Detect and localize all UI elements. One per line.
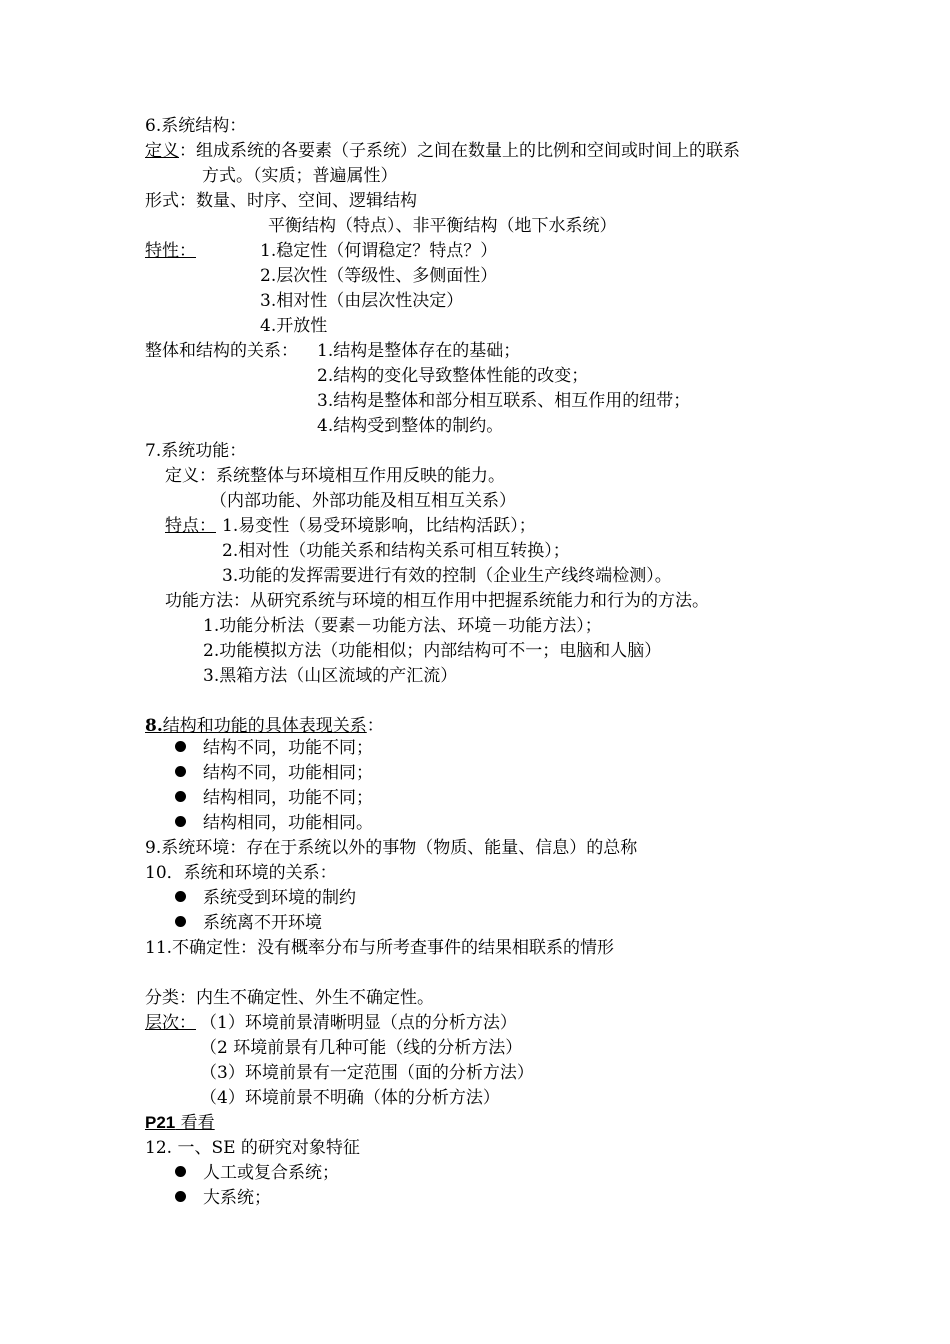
relation-4: 4.结构受到整体的制约。 xyxy=(317,416,504,436)
method-1: 1.功能分析法（要素－功能方法、环境－功能方法）； xyxy=(203,616,602,636)
function-method: 功能方法：从研究系统与环境的相互作用中把握系统能力和行为的方法。 xyxy=(165,591,709,611)
section-9: 9.系统环境：存在于系统以外的事物（物质、能量、信息）的总称 xyxy=(145,838,638,858)
section-8-text: 结构和功能的具体表现关系 xyxy=(162,716,367,736)
characteristics-label: 特性： xyxy=(145,241,196,261)
section-8-number: 8. xyxy=(145,716,163,736)
object-feature-2: 大系统； xyxy=(203,1188,271,1208)
bullet-icon xyxy=(175,816,186,827)
level-2: （2 环境前景有几种可能（线的分析方法） xyxy=(200,1038,523,1058)
relation-item-2: 结构不同，功能相同； xyxy=(203,763,373,783)
form-line-2: 平衡结构（特点）、非平衡结构（地下水系统） xyxy=(268,216,617,236)
level-4: （4）环境前景不明确（体的分析方法） xyxy=(200,1088,500,1108)
bullet-icon xyxy=(175,791,186,802)
object-feature-1: 人工或复合系统； xyxy=(203,1163,339,1183)
relation-item-3: 结构相同，功能不同； xyxy=(203,788,373,808)
bullet-icon xyxy=(175,891,186,902)
classification-line: 分类：内生不确定性、外生不确定性。 xyxy=(145,988,434,1008)
bullet-icon xyxy=(175,766,186,777)
method-3: 3.黑箱方法（山区流域的产汇流） xyxy=(203,666,458,686)
characteristic-4: 4.开放性 xyxy=(260,316,328,336)
characteristic-1: 1.稳定性（何谓稳定？特点？） xyxy=(260,241,498,261)
feature-1: 1.易变性（易受环境影响，比结构活跃）； xyxy=(222,516,536,536)
feature-2: 2.相对性（功能关系和结构关系可相互转换）； xyxy=(222,541,570,561)
definition-text: ：组成系统的各要素（子系统）之间在数量上的比例和空间或时间上的联系 xyxy=(179,141,740,161)
level-label: 层次： xyxy=(145,1013,196,1033)
function-definition: 定义：系统整体与环境相互作用反映的能力。 xyxy=(165,466,505,486)
section-12-title: 12. 一、SE 的研究对象特征 xyxy=(145,1138,360,1158)
bullet-icon xyxy=(175,1191,186,1202)
bullet-icon xyxy=(175,1166,186,1177)
section-8-title xyxy=(145,714,384,738)
section-6-title: 6.系统结构： xyxy=(145,116,247,136)
page-reference-number: P21 xyxy=(145,1113,176,1132)
section-11-title: 11.不确定性：没有概率分布与所考查事件的结果相联系的情形 xyxy=(145,938,615,958)
features-label: 特点： xyxy=(165,516,216,536)
page-reference-text: 看看 xyxy=(175,1113,215,1133)
characteristic-2: 2.层次性（等级性、多侧面性） xyxy=(260,266,498,286)
relation-2: 2.结构的变化导致整体性能的改变； xyxy=(317,366,589,386)
bullet-icon xyxy=(175,741,186,752)
method-2: 2.功能模拟方法（功能相似；内部结构可不一；电脑和人脑） xyxy=(203,641,662,661)
level-3: （3）环境前景有一定范围（面的分析方法） xyxy=(200,1063,534,1083)
relation-3: 3.结构是整体和部分相互联系、相互作用的纽带； xyxy=(317,391,691,411)
environment-item-2: 系统离不开环境 xyxy=(203,913,322,933)
environment-item-1: 系统受到环境的制约 xyxy=(203,888,356,908)
feature-3: 3.功能的发挥需要进行有效的控制（企业生产线终端检测）。 xyxy=(222,566,672,586)
level-1: （1）环境前景清晰明显（点的分析方法） xyxy=(200,1013,517,1033)
bullet-icon xyxy=(175,916,186,927)
definition-continuation: 方式。（实质；普遍属性） xyxy=(202,166,398,186)
section-8-colon: ： xyxy=(366,716,384,736)
section-6-definition xyxy=(145,139,740,163)
characteristic-3: 3.相对性（由层次性决定） xyxy=(260,291,464,311)
section-7-title: 7.系统功能： xyxy=(145,441,247,461)
relation-item-4: 结构相同，功能相同。 xyxy=(203,813,373,833)
relation-1: 1.结构是整体存在的基础； xyxy=(317,341,521,361)
form-line: 形式：数量、时序、空间、逻辑结构 xyxy=(145,191,417,211)
relation-item-1: 结构不同，功能不同； xyxy=(203,738,373,758)
function-definition-2: （内部功能、外部功能及相互相互关系） xyxy=(210,491,516,511)
page-reference xyxy=(145,1111,215,1135)
definition-label: 定义 xyxy=(145,141,179,161)
section-10-title: 10．系统和环境的关系： xyxy=(145,863,337,883)
relation-label: 整体和结构的关系： xyxy=(145,341,298,361)
